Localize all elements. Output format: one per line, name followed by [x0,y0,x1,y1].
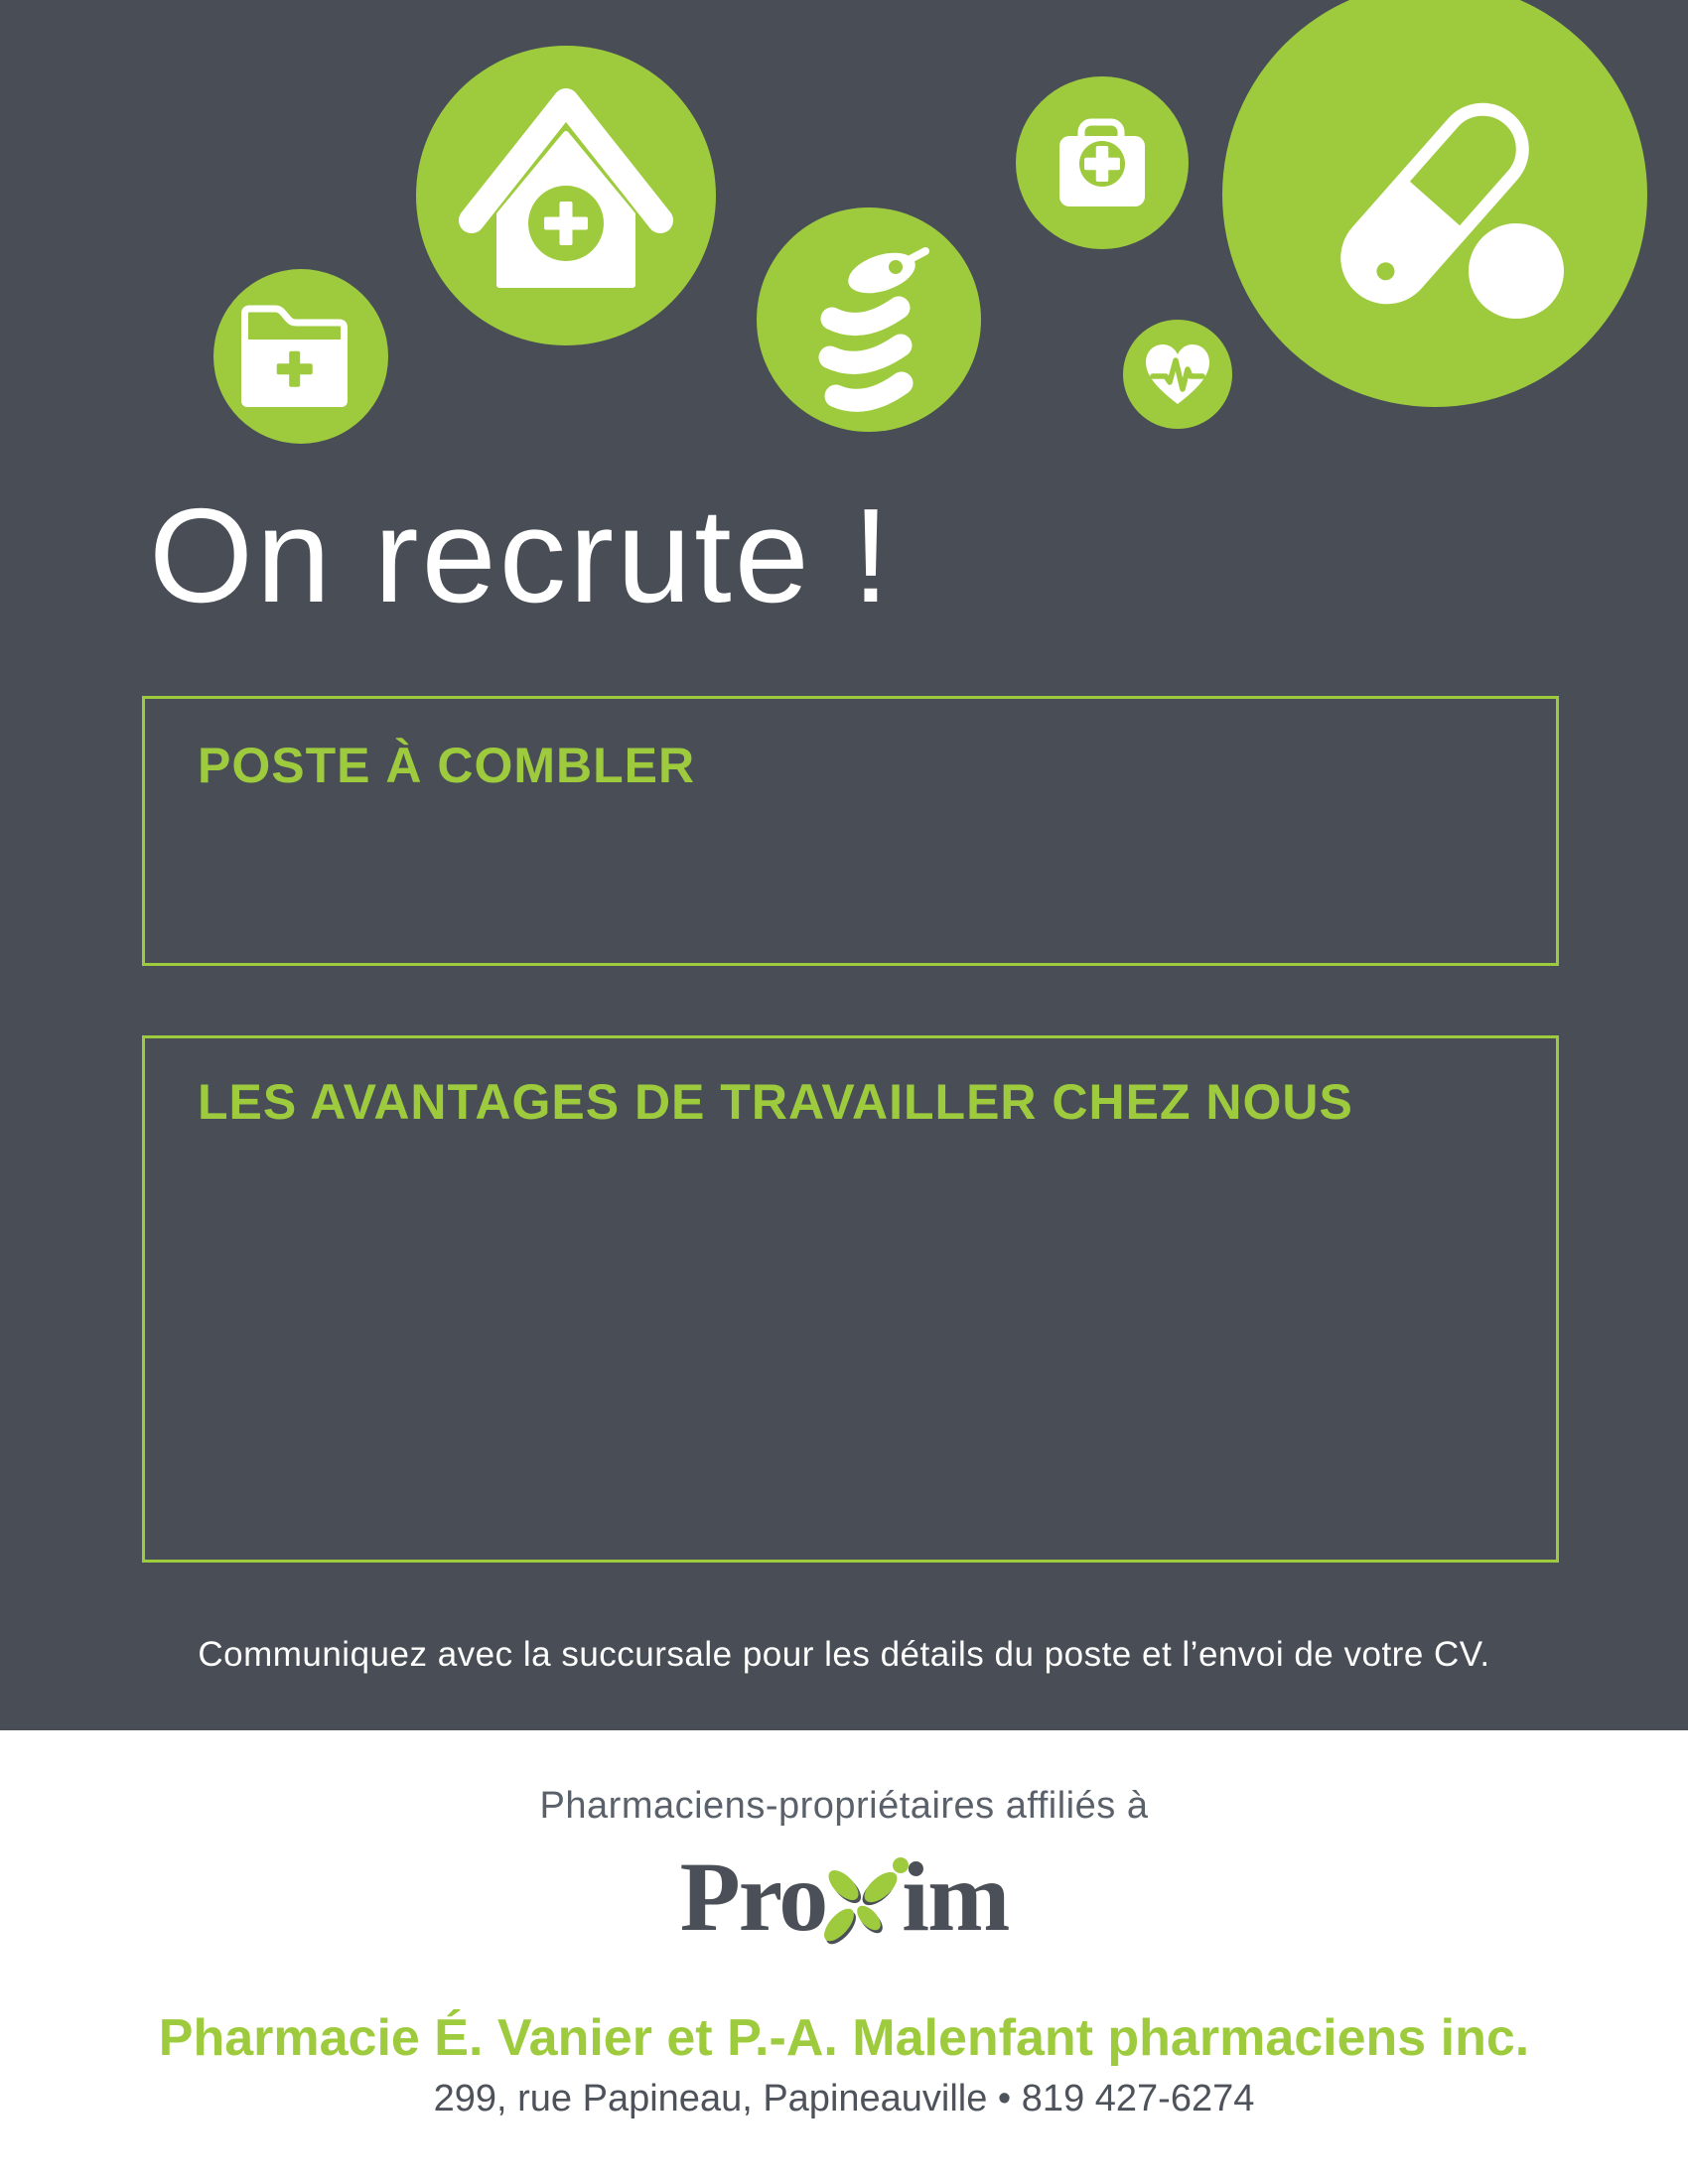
address-phone: 299, rue Papineau, Papineauville • 819 427-6274 [433,2078,1255,2119]
headline: On recrute ! [149,480,893,630]
proxim-logo-text-right: im [902,1842,1009,1952]
affiliation-line: Pharmaciens-propriétaires affiliés à [539,1785,1149,1827]
position-to-fill-box [142,696,1559,966]
advantages-box-title: LES AVANTAGES DE TRAVAILLER CHEZ NOUS [198,1074,1353,1130]
proxim-logo [0,1842,1688,1952]
pharmacy-name: Pharmacie É. Vanier et P.-A. Malenfant pharmaciens inc. [158,2009,1530,2067]
proxim-x-leaves-icon [822,1851,912,1947]
folder-plus-icon [213,269,388,444]
first-aid-kit-icon [1016,76,1189,249]
capsule-pill-icon [1222,0,1647,407]
medical-house-icon [416,46,716,345]
contact-note: Communiquez avec la succursale pour les détails du poste et l’envoi de votre CV. [198,1635,1490,1674]
advantages-box [142,1035,1559,1563]
position-box-title: POSTE À COMBLER [198,738,696,793]
proxim-logo-text-left: Pro [679,1842,827,1952]
heart-pulse-icon [1123,320,1232,429]
asclepius-snake-icon [757,207,981,432]
